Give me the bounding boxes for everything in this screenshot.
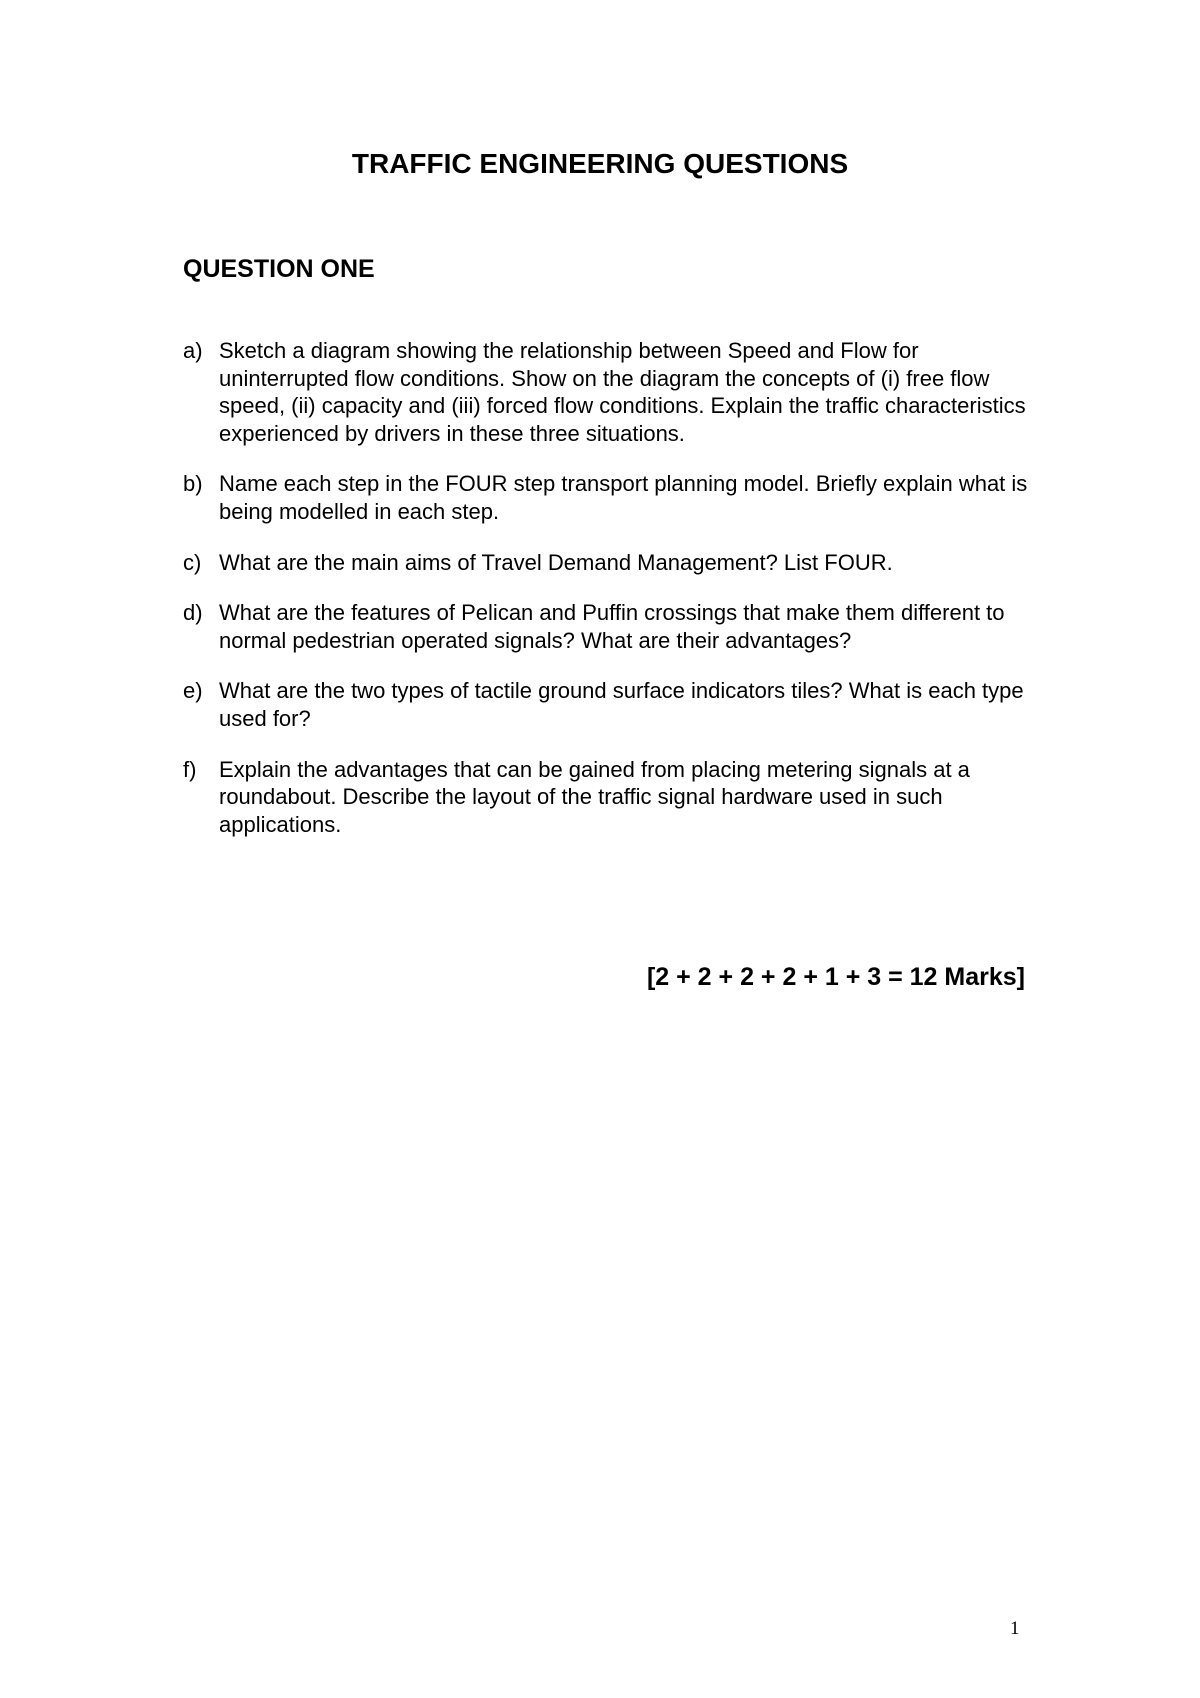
question-text: Name each step in the FOUR step transport planning model. Briefly explain what is being modelled in each step. xyxy=(219,471,1028,524)
question-item-b xyxy=(183,470,1043,525)
question-marker: a) xyxy=(183,338,203,363)
marks-total: [2 + 2 + 2 + 2 + 1 + 3 = 12 Marks] xyxy=(646,963,1025,991)
question-marker: f) xyxy=(183,756,197,782)
question-text: What are the features of Pelican and Puffin crossings that make them different to normal pedestrian operated signals? What are their advantages? xyxy=(219,600,1005,653)
question-text: Sketch a diagram showing the relationship between Speed and Flow for uninterrupted flow conditions. Show on the diagram the concepts of (i) free flow speed, (ii) capacity and (iii) forced flow conditions. Explain the traffic characteristics experienced by drivers in these three situations. xyxy=(219,338,1026,446)
question-text: Explain the advantages that can be gained from placing metering signals at a roundabout. Describe the layout of the traffic signal hardware used in such applications. xyxy=(219,756,970,837)
question-item-f xyxy=(183,756,1043,839)
page-number: 1 xyxy=(1010,1618,1020,1639)
question-marker: d) xyxy=(183,600,203,626)
question-marker: c) xyxy=(183,549,202,575)
question-item-a xyxy=(183,337,1043,447)
section-heading: QUESTION ONE xyxy=(183,255,375,283)
question-marker: e) xyxy=(183,678,203,704)
question-text: What are the two types of tactile ground surface indicators tiles? What is each type used for? xyxy=(219,678,1024,731)
question-item-d xyxy=(183,599,1043,654)
document-title: TRAFFIC ENGINEERING QUESTIONS xyxy=(351,148,849,179)
question-item-c xyxy=(183,549,1043,577)
question-marker: b) xyxy=(183,471,203,497)
question-item-e xyxy=(183,677,1043,732)
question-list xyxy=(183,337,1043,861)
question-text: What are the main aims of Travel Demand Management? List FOUR. xyxy=(219,549,893,575)
